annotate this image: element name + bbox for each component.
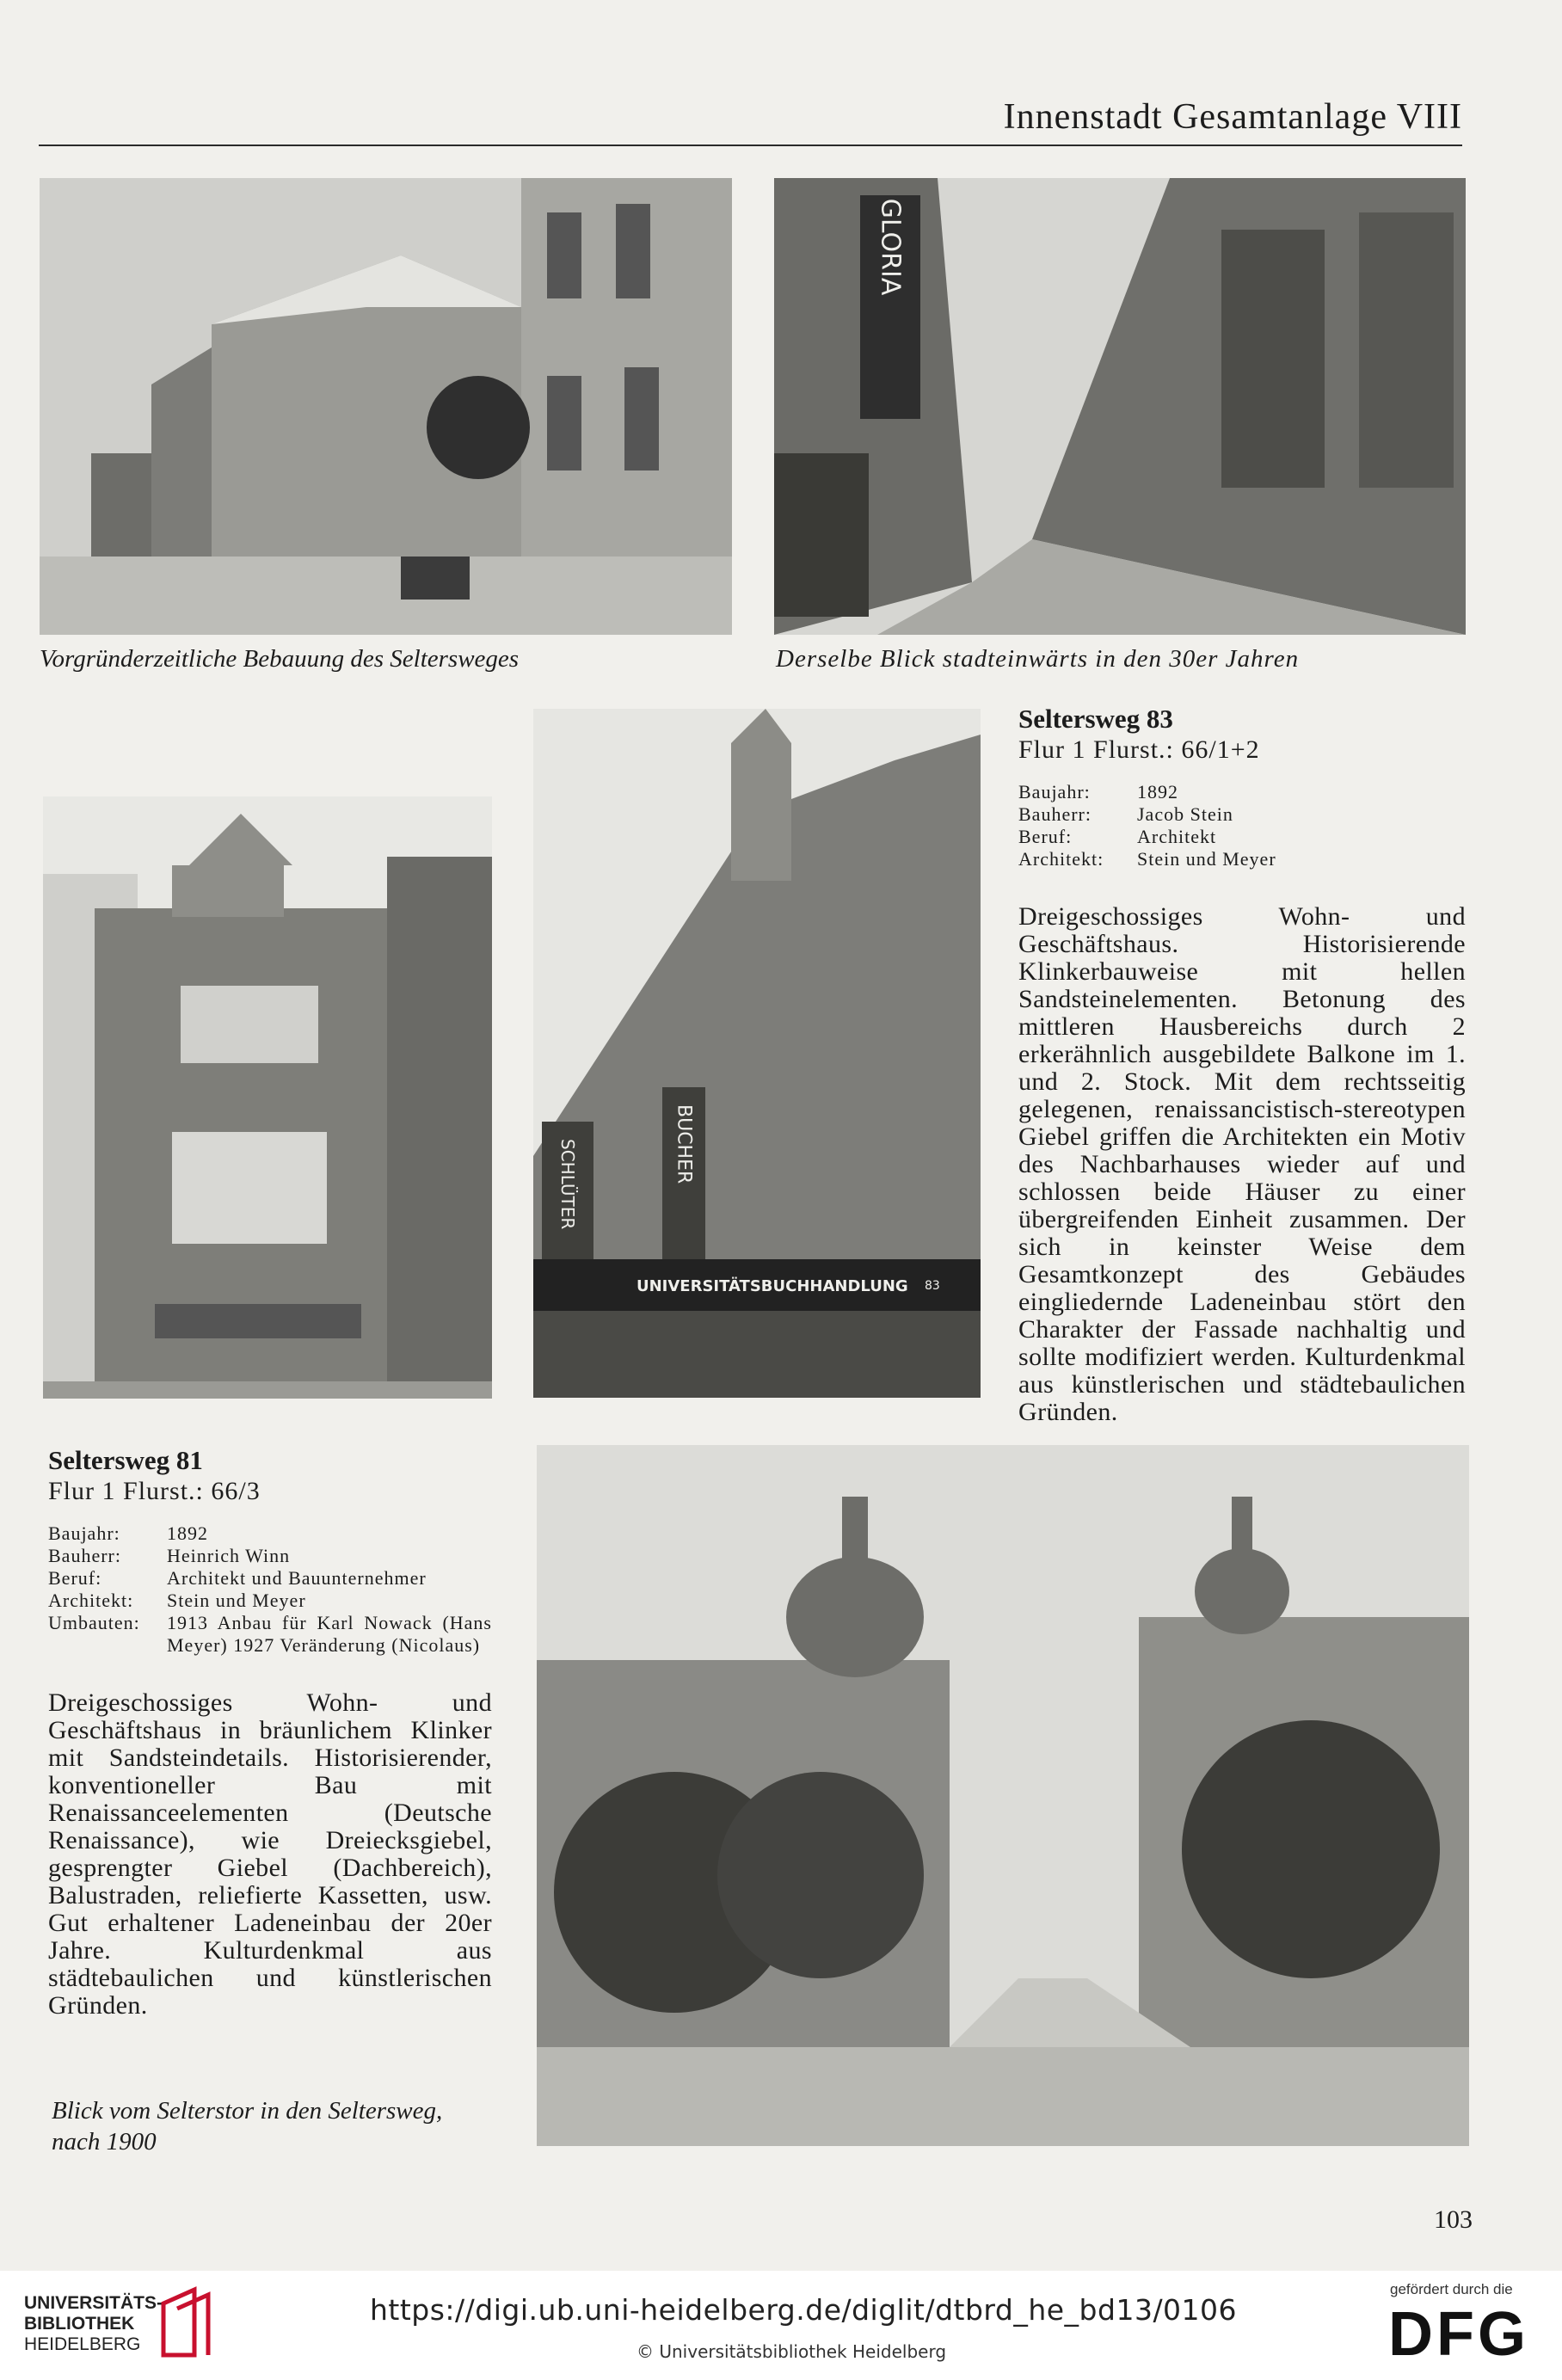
library-line-2: BIBLIOTHEK [24,2314,135,2334]
photo-seltersweg-83 [533,709,981,1398]
entry-83-title: Seltersweg 83 [1018,704,1173,734]
library-line-3: HEIDELBERG [24,2334,141,2354]
fact-value: 1913 Anbau für Karl Nowack (Hans Meyer) 1927 Veränderung (Nicolaus) [167,1612,492,1656]
fact-key: Beruf: [48,1567,102,1589]
library-line-1: UNIVERSITÄTS- [24,2293,163,2313]
sign-gloria: GLORIA [875,198,906,296]
fact-row [48,1522,492,1545]
caption-street-1930s: Derselbe Blick stadteinwärts in den 30er Jahren [776,645,1300,673]
entry-81-facts [48,1522,492,1657]
entry-81-flur: Flur 1 Flurst.: 66/3 [48,1477,261,1505]
page-number: 103 [1434,2205,1473,2234]
fact-row [48,1545,492,1567]
fact-row [1018,848,1276,870]
library-mark-icon [160,2286,218,2358]
fact-row [1018,826,1276,848]
fact-key: Baujahr: [1018,781,1091,803]
entry-83-facts [1018,781,1276,870]
fact-value: Stein und Meyer [167,1590,306,1611]
entry-seltersweg-81 [48,1445,492,2020]
sign-house-number: 83 [925,1279,940,1293]
fact-key: Bauherr: [48,1545,121,1566]
fact-value: Jacob Stein [1137,803,1233,825]
fact-row [48,1612,492,1657]
photo-street-1930s [774,178,1466,635]
entry-81-title: Seltersweg 81 [48,1445,203,1475]
caption-selterstor-view [52,2095,442,2157]
sign-universitaetsbuchhandlung: UNIVERSITÄTSBUCHHANDLUNG [636,1277,908,1295]
fact-key: Baujahr: [48,1522,120,1544]
library-logo-text [24,2293,163,2355]
funded-by-label: gefördert durch die [1390,2281,1513,2297]
fact-value: 1892 [167,1522,208,1544]
photo-selterstor-view [537,1445,1469,2146]
caption-line-1: Blick vom Selterstor in den Seltersweg, [52,2097,443,2125]
photo-old-street [40,178,732,635]
fact-key: Beruf: [1018,826,1073,847]
entry-81-description: Dreigeschossiges Wohn- und Geschäftshaus in bräunlichem Klinker mit Sandsteindetails. Historisierender, konventioneller Bau mit Renaissanceelementen (Deutsche Renaissance), wie Dreiecksgiebel, gesprengter Giebel (Dachbereich), Balustraden, reliefierte Kassetten, usw. Gut erhaltener Ladeneinbau der 20er Jahre. Kulturdenkmal aus städtebaulichen und künstlerischen Gründen. [48,1688,492,2020]
fact-key: Umbauten: [48,1612,140,1633]
dfg-logo: DFG [1388,2300,1529,2369]
fact-key: Architekt: [48,1590,134,1611]
fact-key: Architekt: [1018,848,1104,870]
fact-value: Architekt und Bauunternehmer [167,1567,427,1589]
header-rule [39,145,1462,146]
copyright-notice: © Universitätsbibliothek Heidelberg [636,2341,947,2362]
caption-line-2: nach 1900 [52,2128,157,2156]
fact-value: 1892 [1137,781,1178,803]
photo-seltersweg-81 [43,796,492,1399]
fact-row [48,1590,492,1612]
fact-key: Bauherr: [1018,803,1092,825]
fact-value: Stein und Meyer [1137,848,1276,870]
caption-old-street: Vorgründerzeitliche Bebauung des Seltersweges [40,645,520,673]
sign-schlueter: SCHLÜTER [557,1139,578,1230]
entry-83-description: Dreigeschossiges Wohn- und Geschäftshaus. Historisierende Klinkerbauweise mit hellen Sandsteinelementen. Betonung des mittleren Hausbereichs durch 2 erkerähnlich ausgebildete Balkone im 1. und 2. Stock. Mit dem rechtsseitig gelegenen, renaissancistisch-stereotypen Giebel griffen die Architekten ein Motiv des Nachbarhauses wieder auf und schlossen beide Häuser zu einer übergreifenden Einheit zusammen. Der sich in keinster Weise dem Gesamtkonzept des Gebäudes eingliedernde Ladeneinbau stört den Charakter der Fassade nachhaltig und sollte modifiziert werden. Kulturdenkmal aus künstlerischen und städtebaulichen Gründen. [1018,902,1466,1426]
running-title: Innenstadt Gesamtanlage VIII [1003,97,1462,137]
entry-seltersweg-83 [1018,704,1466,1426]
footer-bar [0,2271,1562,2380]
fact-value: Architekt [1137,826,1217,847]
fact-row [48,1567,492,1590]
permalink-url[interactable]: https://digi.ub.uni-heidelberg.de/diglit/dtbrd_he_bd13/0106 [370,2293,1238,2327]
entry-83-flur: Flur 1 Flurst.: 66/1+2 [1018,735,1260,764]
fact-value: Heinrich Winn [167,1545,291,1566]
fact-row [1018,781,1276,803]
fact-row [1018,803,1276,826]
sign-bucher: BUCHER [673,1104,695,1184]
